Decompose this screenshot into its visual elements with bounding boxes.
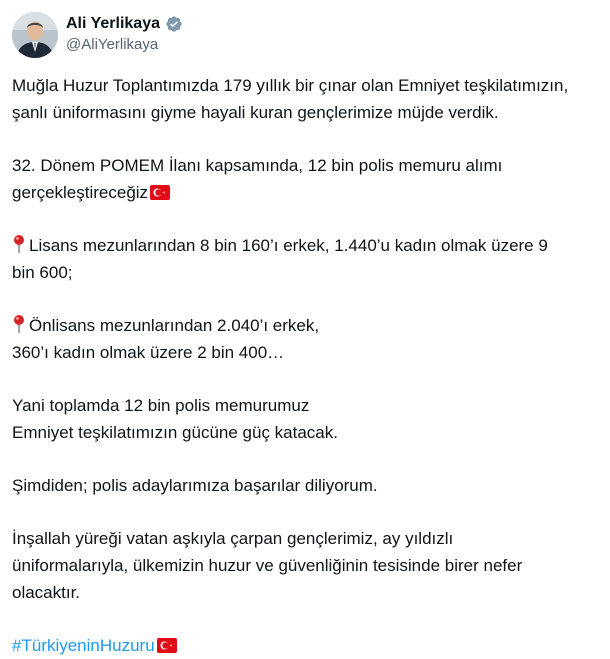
round-pushpin-icon — [12, 314, 26, 334]
text-line: Yani toplamda 12 bin polis memurumuz — [12, 396, 310, 415]
text-line — [12, 179, 608, 206]
text-line — [12, 232, 608, 259]
paragraph-associate — [12, 312, 608, 366]
text-line: Muğla Huzur Toplantımızda 179 yıllık bir çınar olan Emniyet teşkilatımızın, — [12, 76, 569, 95]
text-line: olacaktır. — [12, 583, 81, 602]
text-fragment: Lisans mezunlarından 8 bin 160’ı erkek, 1.440’u kadın olmak üzere 9 — [29, 236, 548, 255]
text-line — [12, 632, 608, 659]
round-pushpin-icon — [12, 234, 26, 254]
turkey-flag-icon — [150, 185, 170, 200]
text-fragment: Önlisans mezunlarından 2.040’ı erkek, — [29, 316, 320, 335]
author-names — [66, 14, 183, 53]
text-line: 32. Dönem POMEM İlanı kapsamında, 12 bin polis memuru alımı — [12, 156, 503, 175]
paragraph-intro — [12, 72, 608, 126]
text-line — [12, 312, 608, 339]
turkey-flag-icon — [157, 638, 177, 653]
hashtag-link[interactable]: #TürkiyeninHuzuru — [12, 636, 155, 655]
text-line: Emniyet teşkilatımızın gücüne güç katacak. — [12, 423, 338, 442]
paragraph-wishes — [12, 472, 608, 499]
paragraph-total — [12, 392, 608, 446]
text-line: üniformalarıyla, ülkemizin huzur ve güvenliğinin tesisinde birer nefer — [12, 556, 523, 575]
text-line: şanlı üniformasını giyme hayali kuran gençlerimize müjde verdik. — [12, 103, 499, 122]
text-line: 360’ı kadın olmak üzere 2 bin 400… — [12, 343, 285, 362]
paragraph-announcement — [12, 152, 608, 206]
text-line: bin 600; — [12, 263, 73, 282]
paragraph-hashtag — [12, 632, 608, 659]
text-fragment: gerçekleştireceğiz — [12, 183, 149, 202]
author-handle[interactable]: @AliYerlikaya — [66, 36, 159, 53]
avatar[interactable] — [12, 12, 58, 58]
text-line: İnşallah yüreği vatan aşkıyla çarpan gençlerimiz, ay yıldızlı — [12, 529, 454, 548]
author-display-name[interactable]: Ali Yerlikaya — [66, 15, 160, 32]
paragraph-bachelor — [12, 232, 608, 286]
tweet-text — [12, 72, 608, 659]
text-line: Şimdiden; polis adaylarımıza başarılar diliyorum. — [12, 476, 378, 495]
paragraph-closing — [12, 525, 608, 606]
verified-badge-icon — [165, 15, 183, 33]
